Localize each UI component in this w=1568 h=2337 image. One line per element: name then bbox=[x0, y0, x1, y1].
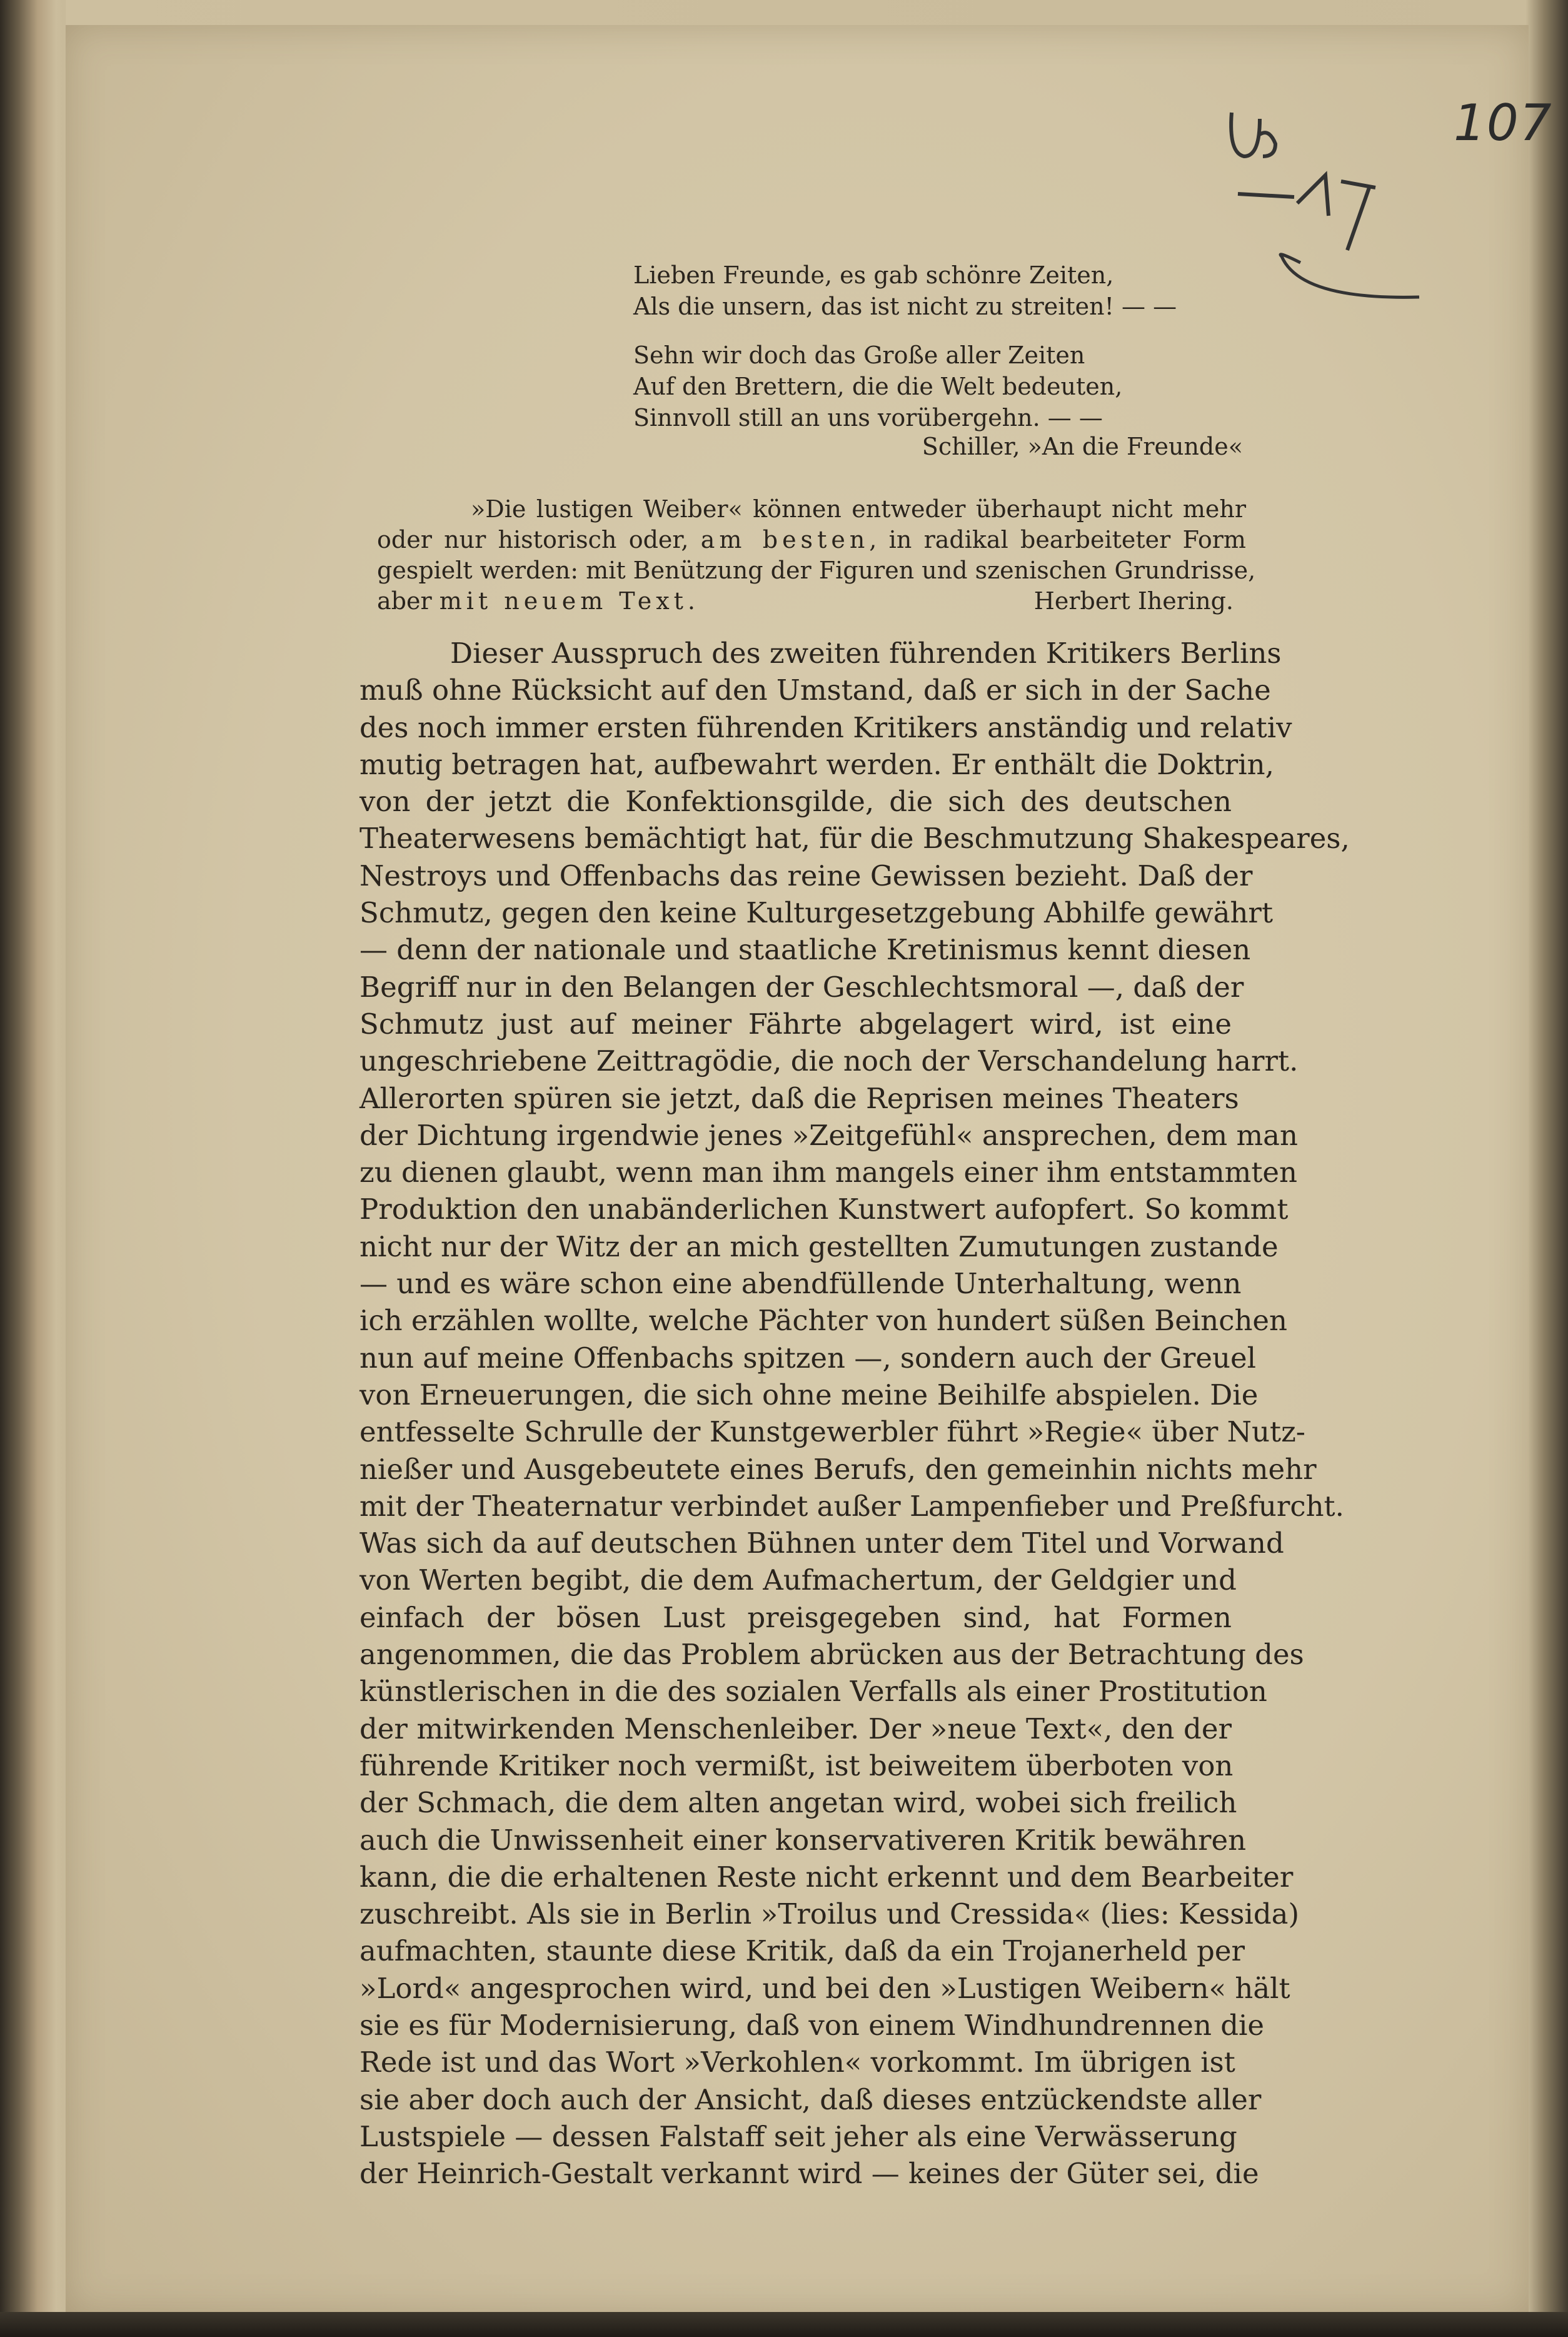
body-line: Rede ist und das Wort »Verkohlen« vorkommt. Im übrigen ist bbox=[359, 2046, 1235, 2079]
body-line: von Erneuerungen, die sich ohne meine Beihilfe abspielen. Die bbox=[359, 1378, 1259, 1411]
quote-text: oder nur historisch oder, bbox=[377, 526, 689, 553]
body-line: zu dienen glaubt, wenn man ihm mangels einer ihm entstammten bbox=[359, 1156, 1298, 1189]
scan-bottom-edge bbox=[0, 2312, 1568, 2337]
body-line: von der jetzt die Konfektionsgilde, die sich des deutschen bbox=[359, 785, 1232, 819]
body-line: des noch immer ersten führenden Kritikers anständig und relativ bbox=[359, 710, 1292, 744]
body-line: Schmutz just auf meiner Fährte abgelagert wird, ist eine bbox=[359, 1007, 1232, 1041]
body-line: künstlerischen in die des sozialen Verfalls als einer Prostitution bbox=[359, 1675, 1267, 1709]
body-line: auch die Unwissenheit einer konservativeren Kritik bewähren bbox=[359, 1823, 1247, 1857]
body-line: Produktion den unabänderlichen Kunstwert aufopfert. So kommt bbox=[359, 1193, 1289, 1226]
body-line: der Schmach, die dem alten angetan wird, wobei sich freilich bbox=[359, 1786, 1237, 1820]
quote-text: , in radikal bearbeiteter Form bbox=[869, 526, 1246, 553]
body-line: angenommen, die das Problem abrücken aus der Betrachtung des bbox=[359, 1638, 1304, 1672]
verse-line: Sinnvoll still an uns vorübergehn. — — bbox=[633, 404, 1103, 432]
body-line: führende Kritiker noch vermißt, ist beiweitem überboten von bbox=[359, 1749, 1234, 1782]
body-line: — denn der nationale und staatliche Kretinismus kennt diesen bbox=[359, 933, 1251, 967]
body-line: Nestroys und Offenbachs das reine Gewissen bezieht. Daß der bbox=[359, 859, 1253, 892]
quote-emphasis: am besten bbox=[700, 526, 870, 553]
body-line: der Heinrich-Gestalt verkannt wird — keines der Güter sei, die bbox=[359, 2157, 1259, 2191]
body-line: Dieser Ausspruch des zweiten führenden Kritikers Berlins bbox=[450, 637, 1282, 670]
verse-line: Auf den Brettern, die die Welt bedeuten, bbox=[633, 373, 1123, 400]
verse-line: Lieben Freunde, es gab schönre Zeiten, bbox=[633, 261, 1114, 289]
quote-line bbox=[377, 586, 1246, 617]
body-line: muß ohne Rücksicht auf den Umstand, daß er sich in der Sache bbox=[359, 674, 1271, 707]
body-line: zuschreibt. Als sie in Berlin »Troilus und Cressida« (lies: Kessida) bbox=[359, 1897, 1300, 1931]
body-line: Begriff nur in den Belangen der Geschlechtsmoral —, daß der bbox=[359, 970, 1244, 1004]
quote-emphasis: mit neuem Text. bbox=[439, 587, 700, 615]
book-spine bbox=[0, 0, 66, 2337]
body-line: entfesselte Schrulle der Kunstgewerbler führt »Regie« über Nutz- bbox=[359, 1415, 1306, 1449]
quote-text: aber bbox=[377, 587, 432, 615]
body-line: aufmachten, staunte diese Kritik, daß da ein Trojanerheld per bbox=[359, 1934, 1245, 1968]
body-line: mit der Theaternatur verbindet außer Lampenfieber und Preßfurcht. bbox=[359, 1489, 1344, 1523]
quote-line: gespielt werden: mit Benützung der Figuren und szenischen Grundrisse, bbox=[377, 557, 1256, 584]
page-number-annotation: 107 bbox=[1454, 94, 1553, 152]
body-line: »Lord« angesprochen wird, und bei den »Lustigen Weibern« hält bbox=[359, 1971, 1290, 2005]
body-line: Theaterwesens bemächtigt hat, für die Beschmutzung Shakespeares, bbox=[359, 822, 1350, 856]
body-line: nicht nur der Witz der an mich gestellten Zumutungen zustande bbox=[359, 1229, 1279, 1263]
shelfmark-annotation bbox=[1225, 94, 1438, 309]
body-line: Allerorten spüren sie jetzt, daß die Reprisen meines Theaters bbox=[359, 1081, 1239, 1115]
body-line: nun auf meine Offenbachs spitzen —, sondern auch der Greuel bbox=[359, 1341, 1256, 1375]
body-line: der mitwirkenden Menschenleiber. Der »neue Text«, den der bbox=[359, 1712, 1232, 1745]
body-line: ich erzählen wollte, welche Pächter von hundert süßen Beinchen bbox=[359, 1304, 1288, 1338]
verse-line: Sehn wir doch das Große aller Zeiten bbox=[633, 341, 1085, 369]
verse-attribution: Schiller, »An die Freunde« bbox=[922, 433, 1243, 460]
main-text bbox=[359, 635, 1350, 2192]
body-line: nießer und Ausgebeutete eines Berufs, den gemeinhin nichts mehr bbox=[359, 1452, 1317, 1486]
body-line: Lustspiele — dessen Falstaff seit jeher als eine Verwässerung bbox=[359, 2119, 1237, 2153]
body-line: Was sich da auf deutschen Bühnen unter dem Titel und Vorwand bbox=[359, 1527, 1284, 1560]
body-line: ungeschriebene Zeittragödie, die noch der Verschandelung harrt. bbox=[359, 1044, 1299, 1078]
verse-line: Als die unsern, das ist nicht zu streiten! — — bbox=[633, 293, 1177, 320]
body-line: einfach der bösen Lust preisgegeben sind, hat Formen bbox=[359, 1600, 1232, 1634]
handwritten-shelfmark-icon bbox=[1225, 94, 1438, 306]
body-line: Schmutz, gegen den keine Kulturgesetzgebung Abhilfe gewährt bbox=[359, 896, 1274, 930]
body-line: sie aber doch auch der Ansicht, daß dieses entzückendste aller bbox=[359, 2082, 1262, 2116]
quote-line: »Die lustigen Weiber« können entweder überhaupt nicht mehr bbox=[471, 495, 1246, 523]
body-line: — und es wäre schon eine abendfüllende Unterhaltung, wenn bbox=[359, 1267, 1242, 1301]
body-line: sie es für Modernisierung, daß von einem Windhundrennen die bbox=[359, 2008, 1265, 2042]
quote-author: Herbert Ihering. bbox=[1033, 587, 1234, 615]
body-line: von Werten begibt, die dem Aufmachertum, der Geldgier und bbox=[359, 1563, 1237, 1597]
epigraph-verse bbox=[633, 260, 1246, 433]
quote-line bbox=[377, 525, 1246, 555]
epigraph-quote bbox=[377, 494, 1256, 617]
body-line: der Dichtung irgendwie jenes »Zeitgefühl« ansprechen, dem man bbox=[359, 1118, 1298, 1152]
body-line: kann, die die erhaltenen Reste nicht erkennt und dem Bearbeiter bbox=[359, 1860, 1294, 1894]
body-line: mutig betragen hat, aufbewahrt werden. Er enthält die Doktrin, bbox=[359, 747, 1274, 781]
